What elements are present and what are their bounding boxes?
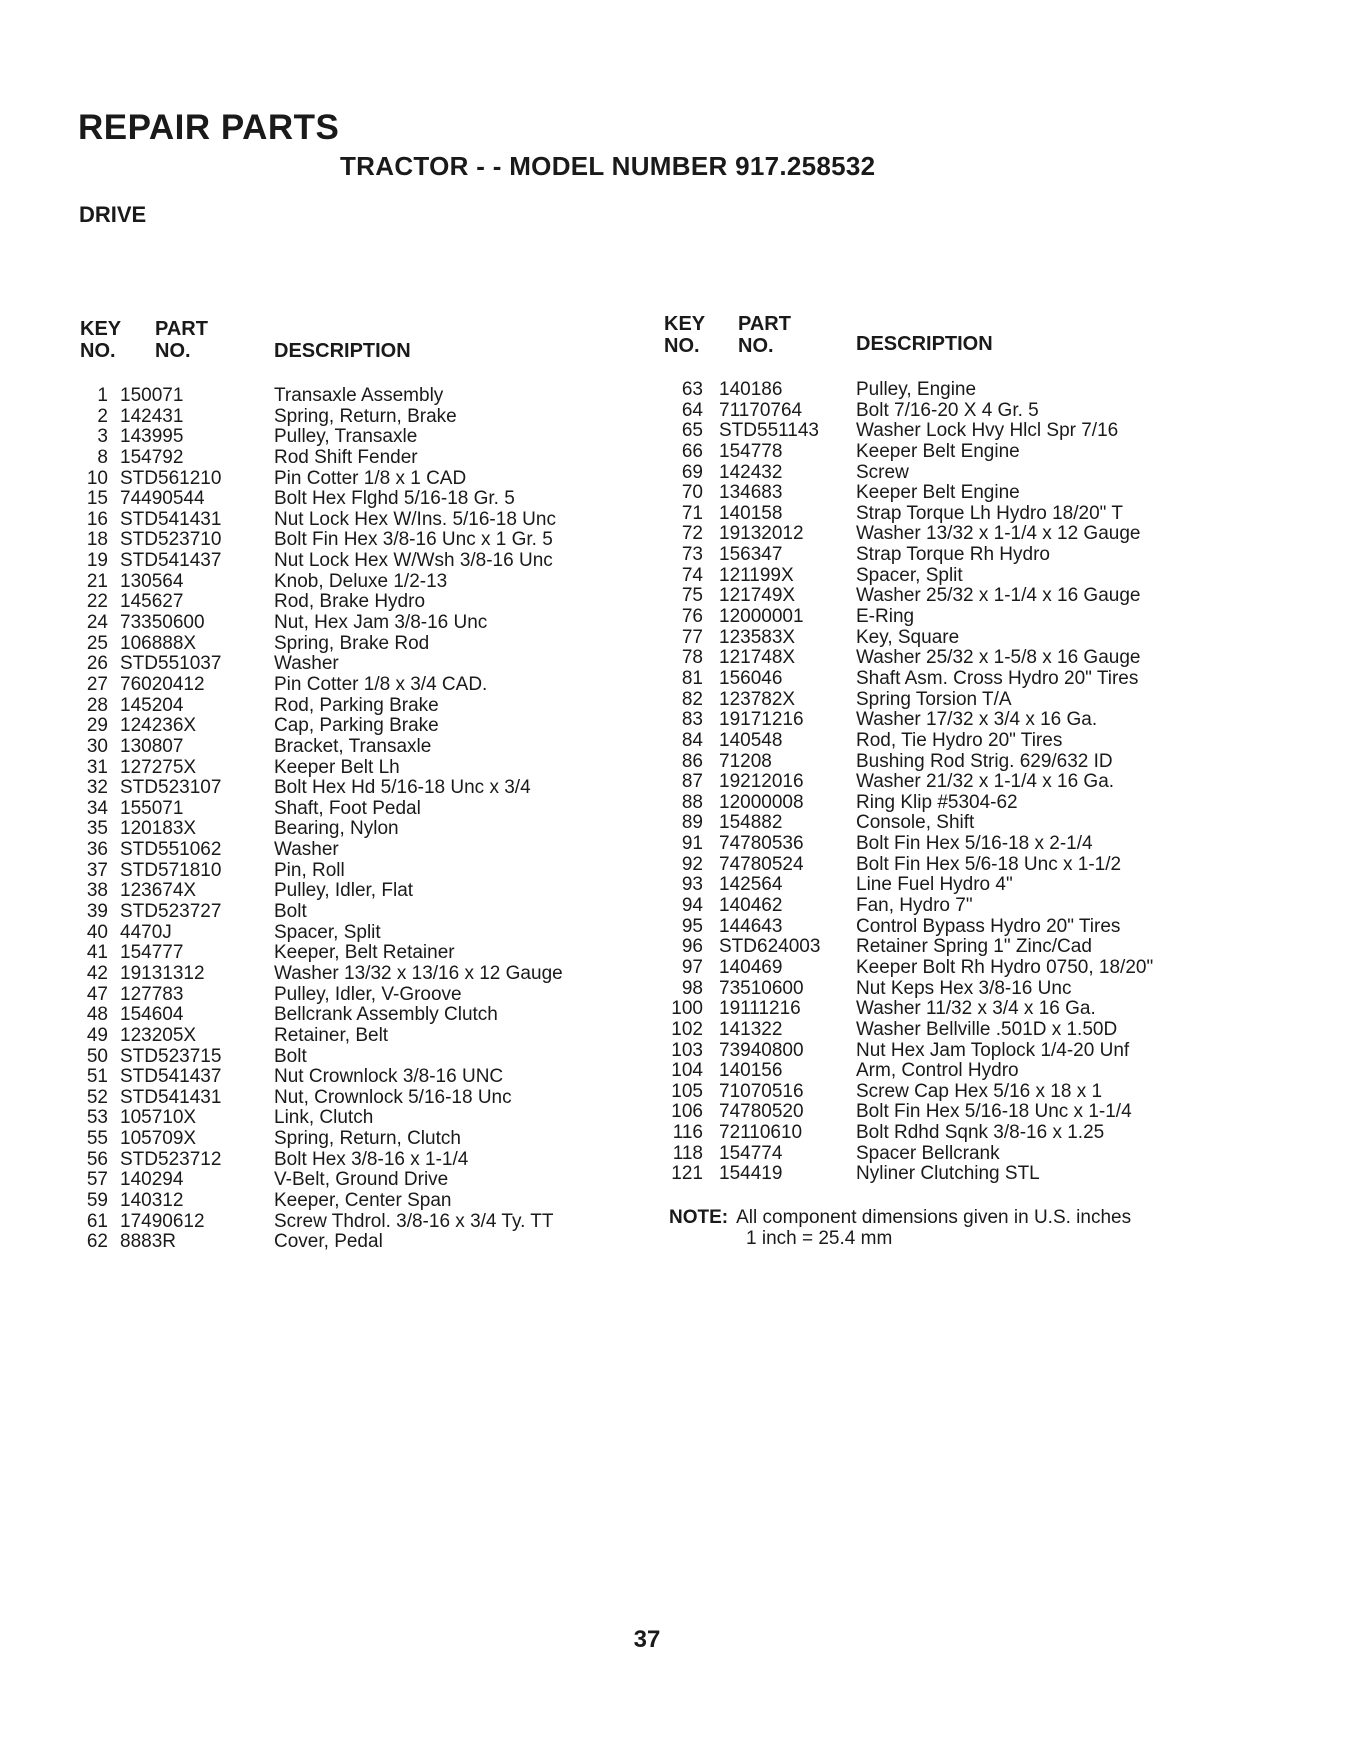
key-number: 69 bbox=[681, 461, 703, 483]
part-number: STD541437 bbox=[120, 550, 222, 572]
key-number: 28 bbox=[86, 694, 108, 716]
part-number: 156046 bbox=[719, 667, 783, 689]
part-description: Cap, Parking Brake bbox=[274, 715, 439, 737]
key-number: 103 bbox=[671, 1039, 703, 1061]
left-key-header: KEY NO. bbox=[80, 318, 122, 362]
page-number: 37 bbox=[633, 1626, 661, 1653]
part-number: 140469 bbox=[719, 956, 783, 978]
part-description: Washer 13/32 x 1-1/4 x 12 Gauge bbox=[856, 523, 1141, 545]
part-description: Bolt bbox=[274, 901, 307, 923]
part-number: 72110610 bbox=[719, 1122, 803, 1144]
part-number: STD551062 bbox=[120, 839, 222, 861]
part-description: Bracket, Transaxle bbox=[274, 735, 432, 757]
key-number: 95 bbox=[681, 915, 703, 937]
key-number: 65 bbox=[681, 420, 703, 442]
part-description: Link, Clutch bbox=[274, 1107, 374, 1129]
key-number: 116 bbox=[672, 1122, 703, 1144]
part-description: Keeper, Center Span bbox=[274, 1189, 452, 1211]
part-number: 155071 bbox=[120, 797, 184, 819]
part-number: STD541431 bbox=[120, 1086, 222, 1108]
part-description: Bearing, Nylon bbox=[274, 818, 399, 840]
key-number: 51 bbox=[86, 1066, 108, 1088]
key-number: 24 bbox=[86, 612, 108, 634]
dimension-note bbox=[669, 1207, 1131, 1249]
key-number: 8 bbox=[97, 446, 108, 468]
part-description: Nut, Hex Jam 3/8-16 Unc bbox=[274, 612, 488, 634]
key-number: 96 bbox=[681, 936, 703, 958]
part-number: 144643 bbox=[719, 915, 783, 937]
key-number: 18 bbox=[86, 529, 108, 551]
part-description: Screw Cap Hex 5/16 x 18 x 1 bbox=[856, 1080, 1103, 1102]
part-number: 140462 bbox=[719, 895, 783, 917]
key-number: 41 bbox=[86, 942, 108, 964]
part-number: 19131312 bbox=[120, 962, 205, 984]
part-description: V-Belt, Ground Drive bbox=[274, 1169, 449, 1191]
key-number: 106 bbox=[671, 1101, 703, 1123]
part-description: Nut Crownlock 3/8-16 UNC bbox=[274, 1066, 504, 1088]
part-number: 154777 bbox=[120, 942, 184, 964]
part-number: STD624003 bbox=[719, 936, 821, 958]
part-number: 150071 bbox=[120, 385, 184, 406]
part-description: Spring, Return, Clutch bbox=[274, 1128, 461, 1150]
part-description: Strap Torque Rh Hydro bbox=[856, 544, 1050, 566]
part-number: 19212016 bbox=[719, 771, 804, 793]
part-description: Washer 13/32 x 13/16 x 12 Gauge bbox=[274, 962, 563, 984]
key-number: 2 bbox=[97, 405, 108, 427]
key-number: 19 bbox=[86, 550, 108, 572]
key-number: 87 bbox=[681, 771, 703, 793]
part-description: E-Ring bbox=[856, 606, 915, 628]
key-number: 53 bbox=[86, 1107, 108, 1129]
part-number: 74780536 bbox=[719, 833, 804, 855]
part-description: Keeper Belt Lh bbox=[274, 756, 400, 778]
part-number: 156347 bbox=[719, 544, 783, 566]
part-number: STD561210 bbox=[120, 467, 222, 489]
key-number: 86 bbox=[681, 750, 703, 772]
key-number: 76 bbox=[681, 606, 703, 628]
key-number: 40 bbox=[86, 921, 108, 943]
part-description: Ring Klip #5304-62 bbox=[856, 791, 1018, 813]
key-number: 64 bbox=[681, 399, 703, 421]
key-number: 98 bbox=[681, 977, 703, 999]
part-number: 106888X bbox=[120, 632, 197, 654]
part-number: STD551143 bbox=[719, 420, 819, 442]
part-description: Pulley, Engine bbox=[856, 379, 977, 400]
part-description: Bolt 7/16-20 X 4 Gr. 5 bbox=[856, 399, 1039, 421]
part-number: 74490544 bbox=[120, 488, 205, 510]
part-number: 19111216 bbox=[719, 998, 801, 1020]
key-number: 83 bbox=[681, 709, 703, 731]
key-number: 118 bbox=[672, 1142, 703, 1164]
part-number: STD523107 bbox=[120, 777, 222, 799]
part-number: 127783 bbox=[120, 983, 184, 1005]
part-number: 120183X bbox=[120, 818, 197, 840]
key-number: 38 bbox=[86, 880, 108, 902]
part-number: 74780524 bbox=[719, 853, 804, 875]
model-subtitle: TRACTOR - - MODEL NUMBER 917.258532 bbox=[340, 151, 876, 181]
part-description: Keeper Belt Engine bbox=[856, 482, 1020, 504]
right-key-header: KEY NO. bbox=[664, 313, 706, 357]
part-description: Nut Lock Hex W/Ins. 5/16-18 Unc bbox=[274, 508, 556, 530]
key-number: 21 bbox=[86, 570, 108, 592]
part-number: 140158 bbox=[719, 502, 783, 524]
part-description: Spring, Return, Brake bbox=[274, 405, 457, 427]
part-number: 130807 bbox=[120, 735, 184, 757]
part-description: Pin Cotter 1/8 x 1 CAD bbox=[274, 467, 467, 489]
part-description: Bolt Fin Hex 5/6-18 Unc x 1-1/2 bbox=[856, 853, 1122, 875]
part-number: 145204 bbox=[120, 694, 184, 716]
part-description: Cover, Pedal bbox=[274, 1231, 383, 1253]
part-description: Bushing Rod Strig. 629/632 ID bbox=[856, 750, 1113, 772]
section-heading: DRIVE bbox=[79, 202, 147, 227]
part-number: 154604 bbox=[120, 1004, 184, 1026]
part-number: 154774 bbox=[719, 1142, 783, 1164]
part-number: 71208 bbox=[719, 750, 772, 772]
key-number: 10 bbox=[86, 467, 108, 489]
key-number: 36 bbox=[86, 839, 108, 861]
part-description: Bolt Fin Hex 5/16-18 Unc x 1-1/4 bbox=[856, 1101, 1132, 1123]
key-number: 71 bbox=[681, 502, 703, 524]
part-description: Spring Torsion T/A bbox=[856, 688, 1012, 710]
part-description: Shaft, Foot Pedal bbox=[274, 797, 421, 819]
note-label: NOTE: bbox=[669, 1207, 729, 1228]
key-number: 16 bbox=[86, 508, 108, 530]
part-description: Bolt Fin Hex 5/16-18 x 2-1/4 bbox=[856, 833, 1093, 855]
key-number: 100 bbox=[671, 998, 703, 1020]
part-number: 19171216 bbox=[719, 709, 804, 731]
part-number: 12000001 bbox=[719, 606, 804, 628]
key-number: 78 bbox=[681, 647, 703, 669]
key-number: 81 bbox=[681, 667, 703, 689]
part-description: Rod, Parking Brake bbox=[274, 694, 439, 716]
key-number: 29 bbox=[86, 715, 108, 737]
key-number: 31 bbox=[86, 756, 108, 778]
part-number: 134683 bbox=[719, 482, 783, 504]
part-number: STD523715 bbox=[120, 1045, 222, 1067]
part-number: 123205X bbox=[120, 1024, 197, 1046]
part-description: Arm, Control Hydro bbox=[856, 1060, 1019, 1082]
part-description: Retainer, Belt bbox=[274, 1024, 389, 1046]
part-description: Console, Shift bbox=[856, 812, 975, 834]
part-number: 105709X bbox=[120, 1128, 197, 1150]
key-number: 70 bbox=[681, 482, 703, 504]
part-description: Washer 25/32 x 1-1/4 x 16 Gauge bbox=[856, 585, 1141, 607]
part-description: Spacer, Split bbox=[856, 564, 963, 586]
right-description-header: DESCRIPTION bbox=[856, 333, 993, 355]
key-number: 48 bbox=[86, 1004, 108, 1026]
part-description: Keeper Bolt Rh Hydro 0750, 18/20" bbox=[856, 956, 1154, 978]
part-description: Washer bbox=[274, 653, 339, 675]
key-number: 47 bbox=[86, 983, 108, 1005]
part-number: 76020412 bbox=[120, 673, 205, 695]
part-number: 121749X bbox=[719, 585, 796, 607]
part-number: 123583X bbox=[719, 626, 796, 648]
part-description: Line Fuel Hydro 4" bbox=[856, 874, 1013, 896]
key-number: 105 bbox=[671, 1080, 703, 1102]
part-number: 141322 bbox=[719, 1018, 783, 1040]
part-description: Screw bbox=[856, 461, 909, 483]
part-description: Nyliner Clutching STL bbox=[856, 1163, 1040, 1185]
part-description: Pulley, Idler, Flat bbox=[274, 880, 414, 902]
part-number: STD523727 bbox=[120, 901, 222, 923]
part-number: 140312 bbox=[120, 1189, 184, 1211]
part-number: STD541431 bbox=[120, 508, 222, 530]
part-description: Bolt Hex 3/8-16 x 1-1/4 bbox=[274, 1148, 469, 1170]
part-number: 121199X bbox=[719, 564, 794, 586]
part-number: STD571810 bbox=[120, 859, 222, 881]
part-description: Bolt Fin Hex 3/8-16 Unc x 1 Gr. 5 bbox=[274, 529, 553, 551]
key-number: 42 bbox=[86, 962, 108, 984]
part-number: 121748X bbox=[719, 647, 796, 669]
part-number: STD541437 bbox=[120, 1066, 222, 1088]
part-number: 140186 bbox=[719, 379, 783, 400]
key-number: 102 bbox=[671, 1018, 703, 1040]
key-number: 50 bbox=[86, 1045, 108, 1067]
part-number: 140294 bbox=[120, 1169, 184, 1191]
note-line-1: All component dimensions given in U.S. inches bbox=[736, 1207, 1132, 1228]
part-number: 142564 bbox=[719, 874, 783, 896]
key-number: 62 bbox=[86, 1231, 108, 1253]
key-number: 63 bbox=[681, 379, 703, 400]
part-description: Keeper, Belt Retainer bbox=[274, 942, 455, 964]
key-number: 59 bbox=[86, 1189, 108, 1211]
note-line-2: 1 inch = 25.4 mm bbox=[746, 1228, 893, 1249]
part-description: Bolt Hex Hd 5/16-18 Unc x 3/4 bbox=[274, 777, 531, 799]
part-number: 73510600 bbox=[719, 977, 804, 999]
part-number: 12000008 bbox=[719, 791, 804, 813]
part-description: Shaft Asm. Cross Hydro 20" Tires bbox=[856, 667, 1139, 689]
part-description: Transaxle Assembly bbox=[274, 385, 444, 406]
key-number: 88 bbox=[681, 791, 703, 813]
part-number: 8883R bbox=[120, 1231, 176, 1253]
key-number: 121 bbox=[671, 1163, 703, 1185]
part-number: 4470J bbox=[120, 921, 172, 943]
part-description: Key, Square bbox=[856, 626, 960, 648]
key-number: 55 bbox=[86, 1128, 108, 1150]
part-description: Spacer, Split bbox=[274, 921, 381, 943]
part-number: 127275X bbox=[120, 756, 197, 778]
key-number: 93 bbox=[681, 874, 703, 896]
part-number: 73940800 bbox=[719, 1039, 804, 1061]
part-number: 17490612 bbox=[120, 1210, 205, 1232]
part-description: Washer Bellville .501D x 1.50D bbox=[856, 1018, 1118, 1040]
key-number: 82 bbox=[681, 688, 703, 710]
key-number: 73 bbox=[681, 544, 703, 566]
key-number: 97 bbox=[681, 956, 703, 978]
part-description: Nut, Crownlock 5/16-18 Unc bbox=[274, 1086, 512, 1108]
key-number: 39 bbox=[86, 901, 108, 923]
key-number: 1 bbox=[97, 385, 108, 406]
key-number: 91 bbox=[681, 833, 703, 855]
part-description: Rod Shift Fender bbox=[274, 446, 418, 468]
key-number: 57 bbox=[86, 1169, 108, 1191]
key-number: 89 bbox=[681, 812, 703, 834]
part-description: Strap Torque Lh Hydro 18/20" T bbox=[856, 502, 1123, 524]
part-number: 154792 bbox=[120, 446, 184, 468]
key-number: 72 bbox=[681, 523, 703, 545]
part-number: 74780520 bbox=[719, 1101, 804, 1123]
part-description: Bolt Hex Flghd 5/16-18 Gr. 5 bbox=[274, 488, 515, 510]
part-description: Pin Cotter 1/8 x 3/4 CAD. bbox=[274, 673, 488, 695]
part-description: Washer 21/32 x 1-1/4 x 16 Ga. bbox=[856, 771, 1115, 793]
part-description: Spacer Bellcrank bbox=[856, 1142, 1000, 1164]
part-description: Washer 25/32 x 1-5/8 x 16 Gauge bbox=[856, 647, 1141, 669]
part-description: Fan, Hydro 7" bbox=[856, 895, 973, 917]
key-number: 32 bbox=[86, 777, 108, 799]
key-number: 61 bbox=[86, 1210, 108, 1232]
part-description: Retainer Spring 1" Zinc/Cad bbox=[856, 936, 1092, 958]
part-number: 71070516 bbox=[719, 1080, 804, 1102]
part-number: 145627 bbox=[120, 591, 184, 613]
part-description: Pulley, Transaxle bbox=[274, 426, 418, 448]
part-description: Washer 17/32 x 3/4 x 16 Ga. bbox=[856, 709, 1098, 731]
part-number: 105710X bbox=[120, 1107, 197, 1129]
key-number: 92 bbox=[681, 853, 703, 875]
part-description: Bolt Rdhd Sqnk 3/8-16 x 1.25 bbox=[856, 1122, 1105, 1144]
part-number: 130564 bbox=[120, 570, 184, 592]
part-number: STD551037 bbox=[120, 653, 222, 675]
part-description: Nut Hex Jam Toplock 1/4-20 Unf bbox=[856, 1039, 1130, 1061]
key-number: 27 bbox=[86, 673, 108, 695]
key-number: 104 bbox=[671, 1060, 703, 1082]
part-number: 142432 bbox=[719, 461, 783, 483]
part-description: Knob, Deluxe 1/2-13 bbox=[274, 570, 448, 592]
key-number: 66 bbox=[681, 440, 703, 462]
part-description: Screw Thdrol. 3/8-16 x 3/4 Ty. TT bbox=[274, 1210, 554, 1232]
key-number: 77 bbox=[681, 626, 703, 648]
key-number: 26 bbox=[86, 653, 108, 675]
part-number: STD523710 bbox=[120, 529, 222, 551]
part-number: STD523712 bbox=[120, 1148, 222, 1170]
key-number: 15 bbox=[86, 488, 108, 510]
key-number: 22 bbox=[86, 591, 108, 613]
key-number: 3 bbox=[97, 426, 108, 448]
key-number: 49 bbox=[86, 1024, 108, 1046]
part-number: 124236X bbox=[120, 715, 197, 737]
part-number: 19132012 bbox=[719, 523, 804, 545]
key-number: 34 bbox=[86, 797, 108, 819]
left-description-header: DESCRIPTION bbox=[274, 340, 411, 362]
part-description: Keeper Belt Engine bbox=[856, 440, 1020, 462]
part-description: Control Bypass Hydro 20" Tires bbox=[856, 915, 1121, 937]
part-description: Nut Lock Hex W/Wsh 3/8-16 Unc bbox=[274, 550, 553, 572]
part-number: 140548 bbox=[719, 729, 783, 751]
key-number: 52 bbox=[86, 1086, 108, 1108]
page-title: REPAIR PARTS bbox=[78, 108, 340, 147]
key-number: 84 bbox=[681, 729, 703, 751]
part-description: Washer bbox=[274, 839, 339, 861]
right-part-header: PART NO. bbox=[738, 313, 791, 357]
key-number: 56 bbox=[86, 1148, 108, 1170]
part-description: Spring, Brake Rod bbox=[274, 632, 430, 654]
left-part-header: PART NO. bbox=[155, 318, 208, 362]
part-description: Bellcrank Assembly Clutch bbox=[274, 1004, 498, 1026]
part-number: 154882 bbox=[719, 812, 783, 834]
key-number: 37 bbox=[86, 859, 108, 881]
key-number: 74 bbox=[681, 564, 703, 586]
part-description: Nut Keps Hex 3/8-16 Unc bbox=[856, 977, 1072, 999]
part-description: Pulley, Idler, V-Groove bbox=[274, 983, 462, 1005]
key-number: 94 bbox=[681, 895, 703, 917]
part-number: 123674X bbox=[120, 880, 197, 902]
part-number: 154778 bbox=[719, 440, 783, 462]
part-description: Washer Lock Hvy Hlcl Spr 7/16 bbox=[856, 420, 1119, 442]
part-number: 71170764 bbox=[719, 399, 803, 421]
part-description: Rod, Tie Hydro 20" Tires bbox=[856, 729, 1063, 751]
part-number: 154419 bbox=[719, 1163, 783, 1185]
part-number: 140156 bbox=[719, 1060, 783, 1082]
key-number: 25 bbox=[86, 632, 108, 654]
key-number: 35 bbox=[86, 818, 108, 840]
part-description: Rod, Brake Hydro bbox=[274, 591, 426, 613]
part-description: Pin, Roll bbox=[274, 859, 345, 881]
part-number: 142431 bbox=[120, 405, 184, 427]
part-description: Bolt bbox=[274, 1045, 307, 1067]
part-number: 123782X bbox=[719, 688, 796, 710]
part-number: 143995 bbox=[120, 426, 184, 448]
part-description: Washer 11/32 x 3/4 x 16 Ga. bbox=[856, 998, 1096, 1020]
key-number: 30 bbox=[86, 735, 108, 757]
key-number: 75 bbox=[681, 585, 703, 607]
part-number: 73350600 bbox=[120, 612, 205, 634]
